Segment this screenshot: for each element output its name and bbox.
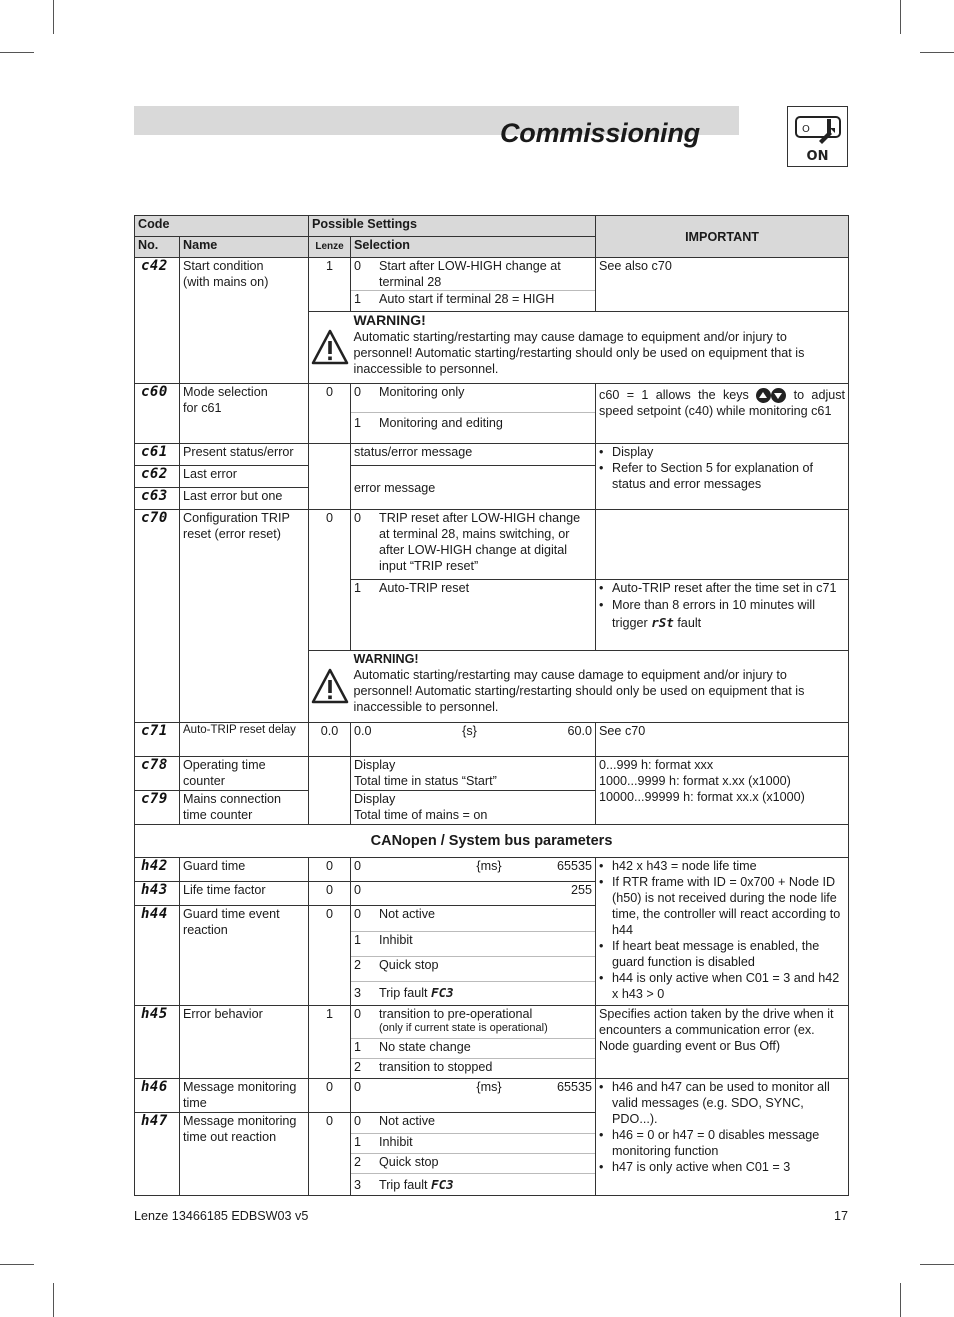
name-c79: Mains connection time counter (180, 791, 309, 825)
code-h47: h47 (135, 1113, 180, 1196)
name-c60: Mode selection for c61 (180, 384, 309, 444)
fault-code-fc3: FC3 (431, 1177, 454, 1192)
code-h42: h42 (135, 858, 180, 882)
code-c62: c62 (135, 466, 180, 488)
lenze-c60: 0 (309, 384, 351, 444)
table-row (135, 858, 849, 882)
lenze-c71: 0.0 (309, 723, 351, 757)
section-title: CANopen / System bus parameters (135, 825, 849, 858)
sel-value: 0 (354, 511, 362, 525)
sel-value: 1 (354, 1040, 362, 1054)
sel-text: Monitoring only (379, 385, 465, 399)
sel-note: (only if current state is operational) (379, 1022, 548, 1034)
sel-text: Not active (379, 907, 436, 921)
sel-text: transition to stopped (379, 1060, 493, 1074)
table-row (135, 1079, 849, 1113)
warning-text: Automatic starting/restarting may cause damage to equipment and/or injury to personnel! Automatic starting/restarting should only be used on equipment that is inaccessible to personnel. (353, 668, 805, 714)
table-row (135, 757, 849, 791)
code-c79: c79 (135, 791, 180, 825)
name-h47: Message monitoring time out reaction (180, 1113, 309, 1196)
header-no: No. (135, 237, 180, 258)
header-code: Code (135, 216, 309, 237)
header-selection: Selection (351, 237, 596, 258)
bullet-text: If RTR frame with ID = 0x700 + Node ID (h50) is not received during the node life time, the controller will react according to h44 (612, 875, 841, 937)
crop-mark (900, 0, 901, 34)
important-text: 10000...99999 h: format xx.x (x1000) (599, 790, 805, 804)
important-c42: See also c70 (596, 258, 849, 312)
sel-text: Not active (379, 1114, 436, 1128)
sel-text: Display (354, 792, 396, 806)
sel-value: 3 (354, 1178, 362, 1192)
name-c42: Start condition (with mains on) (180, 258, 309, 384)
crop-mark (53, 0, 54, 34)
lenze-h44: 0 (309, 906, 351, 1006)
code-h43: h43 (135, 882, 180, 906)
sel-value: 2 (354, 958, 362, 972)
warning-icon (309, 651, 351, 723)
sel-value: 1 (354, 1135, 362, 1149)
fault-code-rst: rSt (651, 615, 674, 630)
code-h46: h46 (135, 1079, 180, 1113)
important-text: c60 = 1 allows the keys (599, 388, 749, 402)
header-name: Name (180, 237, 309, 258)
footer-doc-id: Lenze 13466185 EDBSW03 v5 (134, 1209, 309, 1223)
important-c70-0 (596, 510, 849, 580)
bullet-text: Refer to Section 5 for explanation of status and error messages (612, 461, 813, 491)
name-h46: Message monitoring time (180, 1079, 309, 1113)
sel-text: Inhibit (379, 1135, 413, 1149)
table-row (135, 510, 849, 580)
crop-mark (920, 52, 954, 53)
bullet-text: If heart beat message is enabled, the guard function is disabled (612, 939, 820, 969)
lenze-h47: 0 (309, 1113, 351, 1196)
sel-value: 3 (354, 986, 362, 1000)
range-unit: {ms} (476, 1080, 502, 1094)
sel-text: Trip fault (379, 986, 428, 1000)
lenze-c61 (309, 444, 351, 510)
sel-text: Quick stop (379, 958, 439, 972)
table-row (135, 258, 849, 312)
code-c78: c78 (135, 757, 180, 791)
range-max: 60.0 (567, 724, 593, 738)
important-h45: Specifies action taken by the drive when it encounters a communication error (ex. Node guarding event or Bus Off) (596, 1006, 849, 1079)
sel-value: 2 (354, 1155, 362, 1169)
sel-text: Trip fault (379, 1178, 428, 1192)
lenze-h46: 0 (309, 1079, 351, 1113)
bullet-text: Auto-TRIP reset after the time set in c71 (612, 581, 837, 595)
lenze-c42: 1 (309, 258, 351, 312)
warning-title: WARNING! (353, 652, 419, 666)
sel-value: 1 (354, 933, 362, 947)
code-c70: c70 (135, 510, 180, 723)
bullet-text: More than 8 errors in 10 minutes will trigger (612, 598, 816, 630)
table-row (135, 384, 849, 444)
sel-value: 1 (354, 292, 362, 306)
bullet-text: h42 x h43 = node life time (612, 859, 757, 873)
name-h45: Error behavior (180, 1006, 309, 1079)
code-c61: c61 (135, 444, 180, 466)
important-text: 0...999 h: format xxx (599, 758, 714, 772)
up-arrow-key-icon (756, 388, 771, 403)
lenze-c70: 0 (309, 510, 351, 651)
on-label: ON (806, 149, 829, 164)
page-title: Commissioning (500, 118, 700, 148)
bullet-text: h46 and h47 can be used to monitor all valid messages (e.g. SDO, SYNC, PDO...). (612, 1080, 830, 1126)
important-c61: • Display • Refer to Section 5 for explanation of status and error messages (596, 444, 849, 510)
sel-c61: status/error message (351, 444, 596, 466)
important-c71: See c70 (596, 723, 849, 757)
important-c70-1: • Auto-TRIP reset after the time set in c71 • More than 8 errors in 10 minutes will trigger rSt fault (596, 580, 849, 651)
range-min: 0.0 (354, 724, 372, 738)
sel-value: 0 (354, 385, 362, 399)
on-switch-icon (787, 106, 848, 167)
sel-value: 0 (354, 907, 362, 921)
bullet-text: fault (677, 616, 702, 630)
name-h44: Guard time event reaction (180, 906, 309, 1006)
sel-value: 1 (354, 581, 362, 595)
sel-text: transition to pre-operational (379, 1007, 533, 1021)
lenze-h43: 0 (309, 882, 351, 906)
sel-text: No state change (379, 1040, 471, 1054)
range-max: 65535 (556, 859, 593, 873)
important-text: 1000...9999 h: format x.xx (x1000) (599, 774, 791, 788)
code-c63: c63 (135, 488, 180, 510)
code-c42: c42 (135, 258, 180, 384)
range-unit: {ms} (476, 859, 502, 873)
sel-text: TRIP reset after LOW-HIGH change at terminal 28, mains switching, or after LOW-HIGH change at digital input “TRIP reset” (379, 511, 581, 573)
warning-text: Automatic starting/restarting may cause damage to equipment and/or injury to personnel! Automatic starting/restarting should only be used on equipment that is inaccessible to personnel. (353, 330, 805, 376)
table-row (135, 444, 849, 466)
sel-text: Total time of mains = on (354, 808, 488, 822)
code-c71: c71 (135, 723, 180, 757)
table-row (135, 723, 849, 757)
name-c78: Operating time counter (180, 757, 309, 791)
code-c60: c60 (135, 384, 180, 444)
range-min: 0 (354, 1080, 362, 1094)
range-unit: {s} (462, 724, 477, 738)
important-h42: • h42 x h43 = node life time • If RTR frame with ID = 0x700 + Node ID (h50) is not received during the node life time, the controller will react according to h44 • If heart beat message is enabled, the guard function is disabled • h44 is only active when C01 = 3 and h42 x h43 > 0 (596, 858, 849, 1006)
range-max: 255 (571, 883, 593, 897)
sel-text: Auto start if terminal 28 = HIGH (379, 292, 555, 306)
sel-text: Auto-TRIP reset (379, 581, 470, 595)
fault-code-fc3: FC3 (431, 985, 454, 1000)
important-text: to adjust speed setpoint (c40) while monitoring c61 (599, 388, 846, 419)
important-c78 (596, 757, 849, 825)
sel-text: Display (354, 758, 396, 772)
code-h44: h44 (135, 906, 180, 1006)
name-c61: Present status/error (180, 444, 309, 466)
svg-text:O: O (802, 124, 810, 135)
header-possible-settings: Possible Settings (309, 216, 596, 237)
sel-text: Inhibit (379, 933, 413, 947)
range-min: 0 (354, 883, 362, 897)
name-h42: Guard time (180, 858, 309, 882)
sel-c62: error message (351, 466, 596, 510)
sel-value: 0 (354, 1007, 362, 1021)
name-c71: Auto-TRIP reset delay (180, 723, 309, 757)
bullet-text: h44 is only active when C01 = 3 and h42 x h43 > 0 (612, 971, 840, 1001)
warning-icon (309, 312, 351, 384)
name-c62: Last error (180, 466, 309, 488)
parameter-table (134, 215, 849, 1196)
table-row (135, 1006, 849, 1079)
sel-text: Start after LOW-HIGH change at terminal 28 (379, 259, 561, 289)
section-row (135, 825, 849, 858)
page-number: 17 (833, 1209, 848, 1223)
crop-mark (900, 1283, 901, 1317)
crop-mark (53, 1283, 54, 1317)
sel-text: Total time in status “Start” (354, 774, 497, 788)
down-arrow-key-icon (771, 388, 786, 403)
sel-text: Monitoring and editing (379, 416, 503, 430)
range-max: 65535 (556, 1080, 593, 1094)
lenze-h45: 1 (309, 1006, 351, 1079)
lenze-h42: 0 (309, 858, 351, 882)
crop-mark (0, 52, 34, 53)
sel-value: 0 (354, 1114, 362, 1128)
bullet-text: h47 is only active when C01 = 3 (612, 1160, 791, 1174)
code-h45: h45 (135, 1006, 180, 1079)
header-lenze: Lenze (309, 237, 351, 258)
name-c70: Configuration TRIP reset (error reset) (180, 510, 309, 723)
important-c60 (596, 384, 849, 444)
bullet-text: Display (612, 445, 654, 459)
lenze-c78 (309, 757, 351, 825)
sel-value: 2 (354, 1060, 362, 1074)
sel-value: 0 (354, 259, 362, 273)
sel-value: 1 (354, 416, 362, 430)
crop-mark (0, 1264, 34, 1265)
important-h46: • h46 and h47 can be used to monitor all valid messages (e.g. SDO, SYNC, PDO...). • h46 = 0 or h47 = 0 disables message monitoring function • h47 is only active when C01 = 3 (596, 1079, 849, 1196)
name-h43: Life time factor (180, 882, 309, 906)
crop-mark (920, 1264, 954, 1265)
warning-title: WARNING! (353, 312, 426, 328)
bullet-text: h46 = 0 or h47 = 0 disables message monitoring function (612, 1128, 820, 1158)
range-min: 0 (354, 859, 362, 873)
sel-text: Quick stop (379, 1155, 439, 1169)
header-important: IMPORTANT (596, 216, 849, 258)
name-c63: Last error but one (180, 488, 309, 510)
